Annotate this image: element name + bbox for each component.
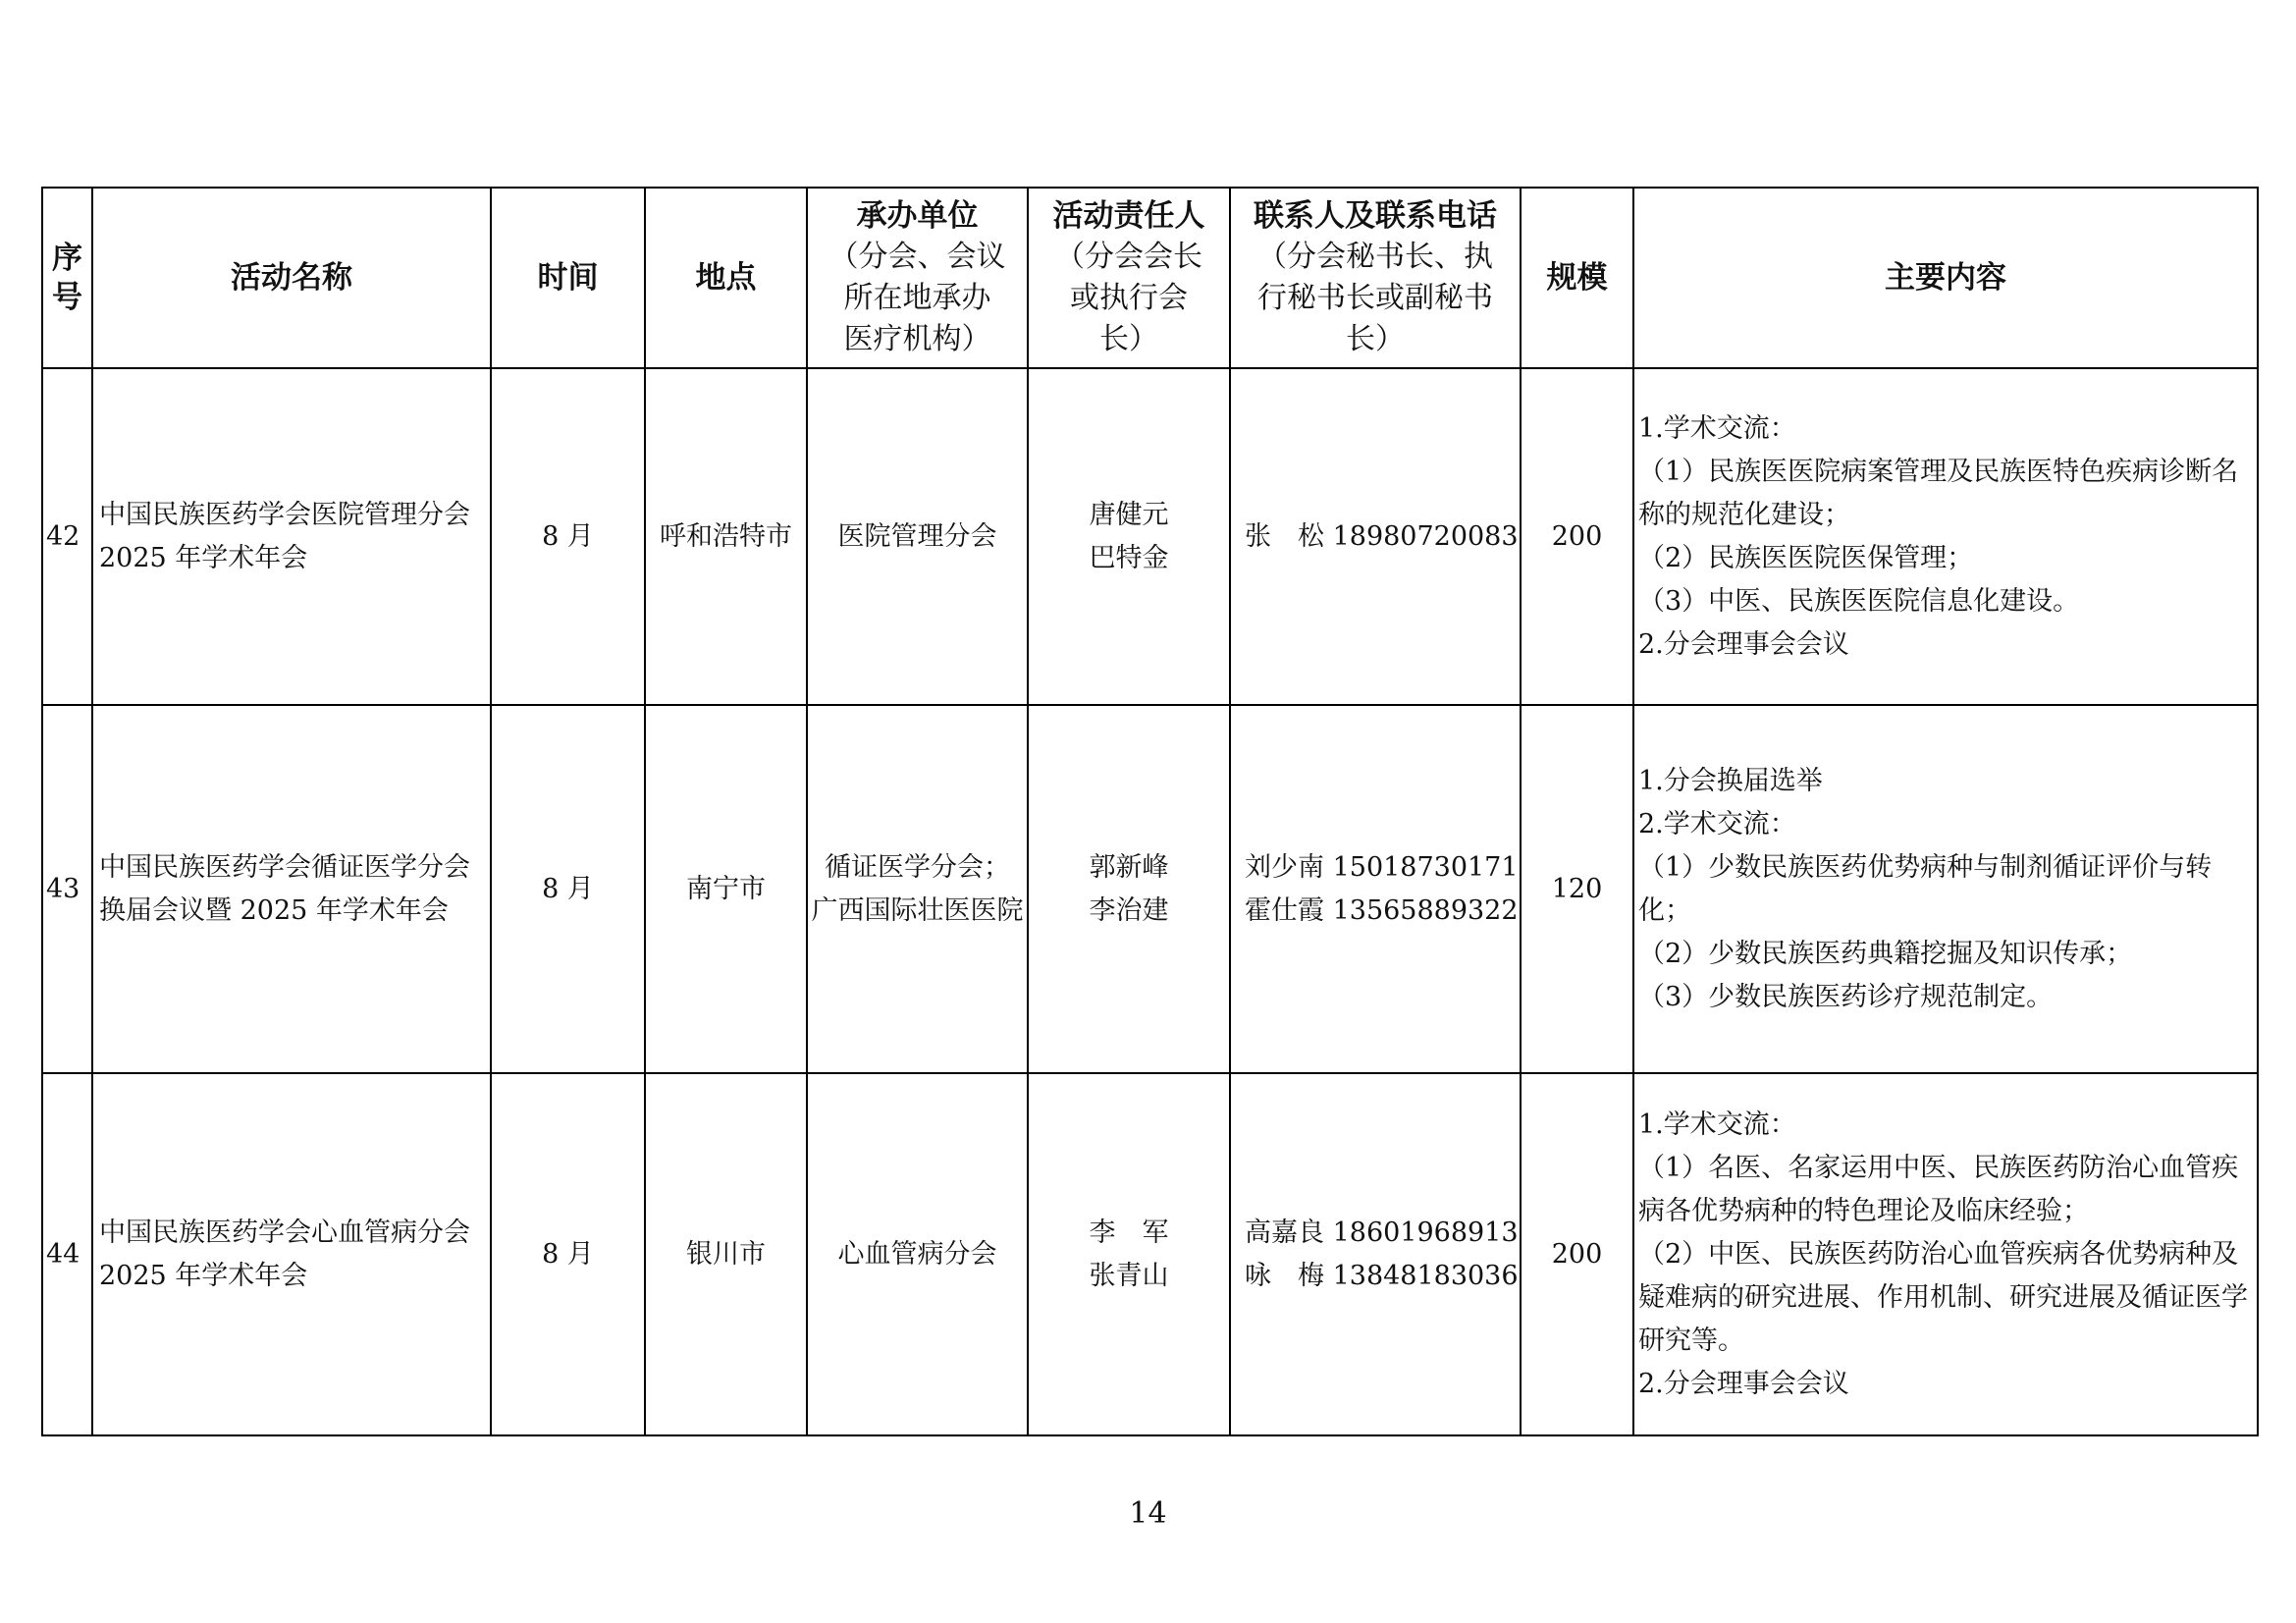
- row-content: 1.学术交流： （1）名医、名家运用中医、民族医药防治心血管疾病各优势病种的特色理论及临床经验； （2）中医、民族医药防治心血管疾病各优势病种及疑难病的研究进展、作用机制、研究进展及循证医学研究等。 2.分会理事会会议: [1633, 1073, 2258, 1435]
- header-leader-title: 活动责任人: [1052, 198, 1205, 234]
- row-time: 8 月: [491, 705, 645, 1073]
- row-place: 银川市: [645, 1073, 807, 1435]
- row-place: 南宁市: [645, 705, 807, 1073]
- row-no: 43: [42, 705, 92, 1073]
- header-content: 主要内容: [1633, 188, 2258, 368]
- row-host: 循证医学分会； 广西国际壮医医院: [807, 705, 1028, 1073]
- row-host: 心血管病分会: [807, 1073, 1028, 1435]
- row-scale: 120: [1521, 705, 1633, 1073]
- row-scale: 200: [1521, 368, 1633, 705]
- row-leaders: 唐健元 巴特金: [1028, 368, 1230, 705]
- row-activity-name: 中国民族医药学会心血管病分会 2025 年学术年会: [92, 1073, 491, 1435]
- row-no: 42: [42, 368, 92, 705]
- header-host: [807, 188, 1028, 368]
- header-contact-sub: （分会秘书长、执 行秘书长或副秘书 长）: [1257, 240, 1493, 356]
- row-place: 呼和浩特市: [645, 368, 807, 705]
- header-no: 序号: [42, 188, 92, 368]
- row-time: 8 月: [491, 1073, 645, 1435]
- row-content: 1.学术交流： （1）民族医医院病案管理及民族医特色疾病诊断名称的规范化建设； （2）民族医医院医保管理； （3）中医、民族医医院信息化建设。 2.分会理事会会议: [1633, 368, 2258, 705]
- row-activity-name: 中国民族医药学会循证医学分会换届会议暨 2025 年学术年会: [92, 705, 491, 1073]
- header-contact: [1230, 188, 1521, 368]
- row-time: 8 月: [491, 368, 645, 705]
- row-leaders: 郭新峰 李治建: [1028, 705, 1230, 1073]
- row-leaders: 李 军 张青山: [1028, 1073, 1230, 1435]
- header-leader-sub: （分会会长 或执行会 长）: [1055, 240, 1202, 356]
- row-contacts: 刘少南 15018730171 霍仕霞 13565889322: [1230, 705, 1521, 1073]
- header-time: 时间: [491, 188, 645, 368]
- row-contacts: 高嘉良 18601968913 咏 梅 13848183036: [1230, 1073, 1521, 1435]
- header-host-title: 承办单位: [856, 198, 979, 234]
- header-leader: [1028, 188, 1230, 368]
- header-host-sub: （分会、会议 所在地承办 医疗机构）: [828, 240, 1006, 356]
- header-place: 地点: [645, 188, 807, 368]
- activity-schedule-table: [41, 187, 2259, 1436]
- header-name: 活动名称: [92, 188, 491, 368]
- row-scale: 200: [1521, 1073, 1633, 1435]
- row-host: 医院管理分会: [807, 368, 1028, 705]
- table-row: [42, 368, 2258, 705]
- header-contact-title: 联系人及联系电话: [1254, 198, 1497, 234]
- row-no: 44: [42, 1073, 92, 1435]
- page-number: 14: [1129, 1496, 1167, 1531]
- header-scale: 规模: [1521, 188, 1633, 368]
- row-contacts: 张 松 18980720083: [1230, 368, 1521, 705]
- header-row: [42, 188, 2258, 368]
- row-content: 1.分会换届选举 2.学术交流： （1）少数民族医药优势病种与制剂循证评价与转化； （2）少数民族医药典籍挖掘及知识传承； （3）少数民族医药诊疗规范制定。: [1633, 705, 2258, 1073]
- table-row: [42, 705, 2258, 1073]
- table-row: [42, 1073, 2258, 1435]
- row-activity-name: 中国民族医药学会医院管理分会 2025 年学术年会: [92, 368, 491, 705]
